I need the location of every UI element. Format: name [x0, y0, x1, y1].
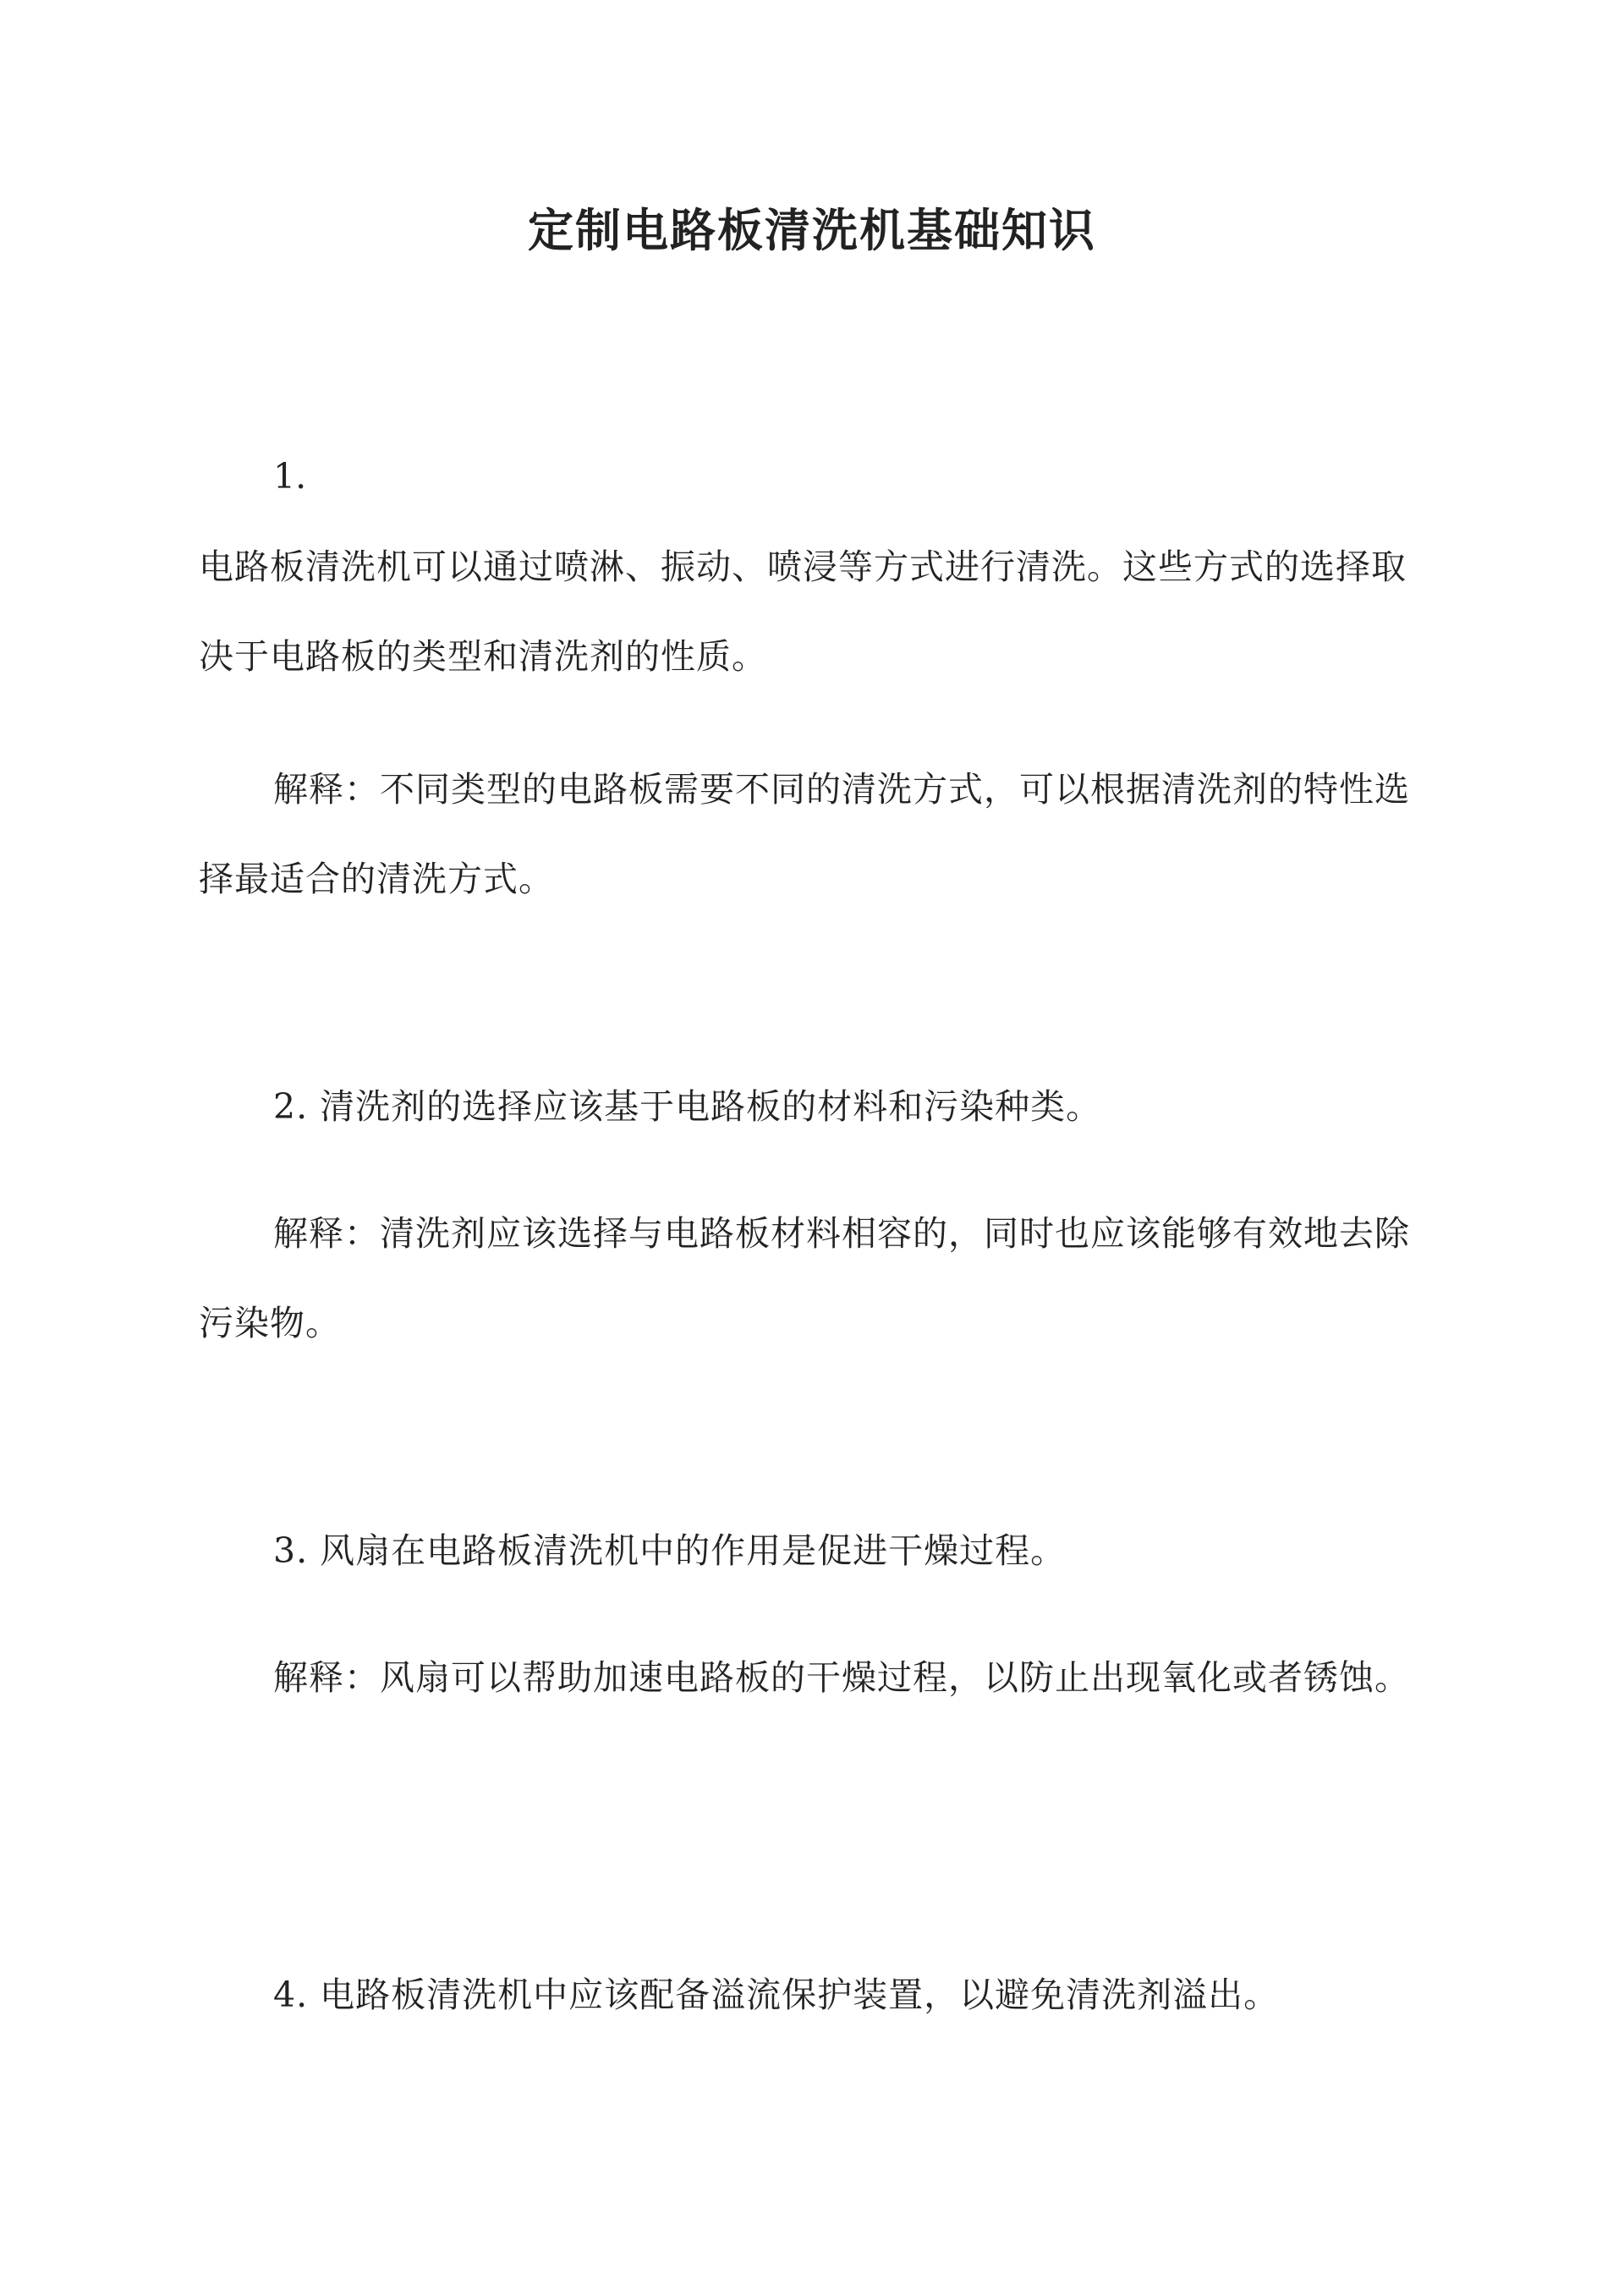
document-title: 定制电路板清洗机基础知识	[528, 203, 1096, 257]
item-4-text: 4. 电路板清洗机中应该配备溢流保护装置，以避免清洗剂溢出。	[273, 1975, 1280, 2015]
item-3-text: 3. 风扇在电路板清洗机中的作用是促进干燥过程。	[273, 1530, 1067, 1571]
item-3-explanation: 解释：风扇可以帮助加速电路板的干燥过程，以防止出现氧化或者锈蚀。	[273, 1657, 1410, 1698]
item-1-number: 1.	[273, 456, 307, 497]
item-1-text: 电路板清洗机可以通过喷淋、振动、喷浸等方式进行清洗。这些方式的选择取决于电路板的类型和清洗剂的性质。	[199, 547, 1407, 677]
item-2-text: 2. 清洗剂的选择应该基于电路板的材料和污染种类。	[273, 1086, 1102, 1127]
item-2-explanation: 解释：清洗剂应该选择与电路板材料相容的，同时也应该能够有效地去除污染物。	[199, 1213, 1410, 1343]
item-1-explanation: 解释：不同类型的电路板需要不同的清洗方式，可以根据清洗剂的特性选择最适合的清洗方式。	[199, 769, 1410, 899]
